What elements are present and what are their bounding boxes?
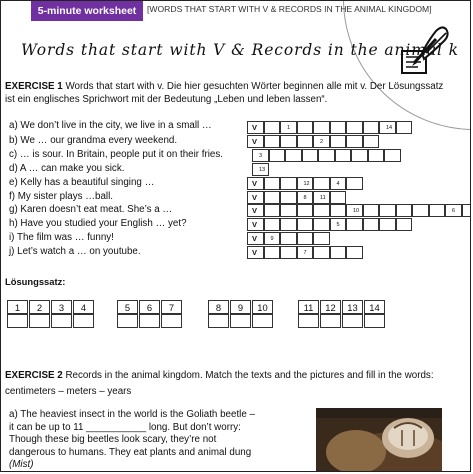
grid-cell[interactable] <box>280 177 297 190</box>
solution-answer-box[interactable] <box>29 314 50 328</box>
paragraph-line: dangerous to humans. They eat plants and animal dung <box>9 446 252 458</box>
grid-cell[interactable] <box>363 135 380 148</box>
grid-cell[interactable] <box>346 204 363 217</box>
question-item: h) Have you studied your English … yet? <box>9 218 187 229</box>
solution-answer-box[interactable] <box>298 314 319 328</box>
solution-number: 6 <box>139 300 160 314</box>
grid-letter-v: V <box>252 123 258 132</box>
question-item: c) … is sour. In Britain, people put it on their fries. <box>9 149 223 160</box>
beetle-photo <box>316 408 442 472</box>
grid-letter-v: V <box>252 234 258 243</box>
grid-cell[interactable] <box>280 191 297 204</box>
grid-cell[interactable] <box>368 149 385 162</box>
grid-cell[interactable] <box>297 121 314 134</box>
solution-number: 10 <box>252 300 273 314</box>
grid-cell-number: 10 <box>353 208 360 214</box>
grid-cell-number: 7 <box>303 250 307 256</box>
grid-cell[interactable] <box>330 204 347 217</box>
grid-cell[interactable] <box>396 204 413 217</box>
grid-cell[interactable] <box>346 177 363 190</box>
grid-cell[interactable] <box>280 246 297 259</box>
solution-label: Lösungssatz: <box>5 276 66 287</box>
grid-cell[interactable] <box>346 121 363 134</box>
grid-cell[interactable] <box>269 149 286 162</box>
grid-cell[interactable] <box>313 232 330 245</box>
grid-cell[interactable] <box>330 191 347 204</box>
solution-answer-box[interactable] <box>117 314 138 328</box>
exercise2-intro <box>5 369 434 382</box>
page-title: Words that start with V & Records in the animal k <box>21 41 459 59</box>
grid-cell[interactable] <box>297 218 314 231</box>
grid-cell-number: 6 <box>452 208 456 214</box>
grid-cell-number: 5 <box>336 222 340 228</box>
grid-letter-v: V <box>252 179 258 188</box>
grid-cell[interactable] <box>445 204 462 217</box>
grid-cell-number: 1 <box>287 125 291 131</box>
question-item: f) My sister plays …ball. <box>9 191 113 202</box>
grid-letter-v: V <box>252 248 258 257</box>
grid-cell-number: 12 <box>303 181 310 187</box>
grid-cell[interactable] <box>330 121 347 134</box>
exercise1-line2: ist ein englisches Sprichwort mit der Bedeutung „Leben und leben lassen“. <box>5 94 328 105</box>
solution-number: 11 <box>298 300 319 314</box>
solution-answer-box[interactable] <box>7 314 28 328</box>
exercise1-line1: Words that start with v. Die hier gesuchten Wörter beginnen alle mit v. Der Lösungssatz <box>62 81 444 92</box>
grid-cell[interactable] <box>247 191 264 204</box>
solution-number: 13 <box>342 300 363 314</box>
worksheet-tag: 5-minute worksheet <box>31 1 143 21</box>
grid-letter-v: V <box>252 206 258 215</box>
question-item: e) Kelly has a beautiful singing … <box>9 177 155 188</box>
question-item: a) We don’t live in the city, we live in a small … <box>9 120 212 131</box>
grid-cell[interactable] <box>247 121 264 134</box>
solution-number: 1 <box>7 300 28 314</box>
solution-answer-box[interactable] <box>208 314 229 328</box>
solution-answer-box[interactable] <box>230 314 251 328</box>
solution-answer-box[interactable] <box>139 314 160 328</box>
grid-cell[interactable] <box>297 177 314 190</box>
solution-answer-box[interactable] <box>161 314 182 328</box>
grid-cell[interactable] <box>313 218 330 231</box>
grid-cell[interactable] <box>247 232 264 245</box>
grid-cell[interactable] <box>313 191 330 204</box>
exercise2-words: centimeters – meters – years <box>5 386 132 397</box>
grid-cell[interactable] <box>384 149 401 162</box>
grid-cell[interactable] <box>247 218 264 231</box>
grid-cell[interactable] <box>302 149 319 162</box>
grid-cell-number: 2 <box>320 139 324 145</box>
solution-number: 4 <box>73 300 94 314</box>
grid-cell[interactable] <box>297 246 314 259</box>
grid-cell[interactable] <box>318 149 335 162</box>
solution-answer-box[interactable] <box>252 314 273 328</box>
question-item: b) We … our grandma every weekend. <box>9 135 178 146</box>
grid-cell[interactable] <box>346 218 363 231</box>
grid-cell[interactable] <box>313 204 330 217</box>
grid-cell-number: 13 <box>259 167 266 173</box>
question-item: i) The film was … funny! <box>9 232 114 243</box>
solution-number: 7 <box>161 300 182 314</box>
question-item: d) A … can make you sick. <box>9 163 125 174</box>
grid-cell[interactable] <box>252 149 269 162</box>
grid-cell[interactable] <box>363 204 380 217</box>
grid-cell[interactable] <box>264 218 281 231</box>
grid-cell[interactable] <box>313 246 330 259</box>
solution-answer-box[interactable] <box>342 314 363 328</box>
grid-cell[interactable] <box>396 121 413 134</box>
grid-cell[interactable] <box>297 232 314 245</box>
paragraph-line: a) The heaviest insect in the world is the Goliath beetle – <box>9 409 255 420</box>
question-item: g) Karen doesn’t eat meat. She’s a … <box>9 204 173 215</box>
grid-cell[interactable] <box>264 121 281 134</box>
grid-cell-number: 3 <box>259 153 263 159</box>
solution-number: 9 <box>230 300 251 314</box>
paragraph-line: (Mist) <box>9 459 34 471</box>
grid-letter-v: V <box>252 137 258 146</box>
paragraph-line: Though these big beetles look scary, they’re not <box>9 434 217 446</box>
grid-cell[interactable] <box>264 191 281 204</box>
solution-answer-box[interactable] <box>51 314 72 328</box>
solution-number: 2 <box>29 300 50 314</box>
exercise2-label: EXERCISE 2 <box>5 370 63 381</box>
exercise1-label: EXERCISE 1 <box>5 81 63 92</box>
solution-answer-box[interactable] <box>73 314 94 328</box>
paragraph-line: it can be up to 11 ___________ long. But don’t worry: <box>9 421 241 433</box>
grid-cell[interactable] <box>247 177 264 190</box>
grid-cell[interactable] <box>264 177 281 190</box>
grid-cell[interactable] <box>313 121 330 134</box>
grid-cell[interactable] <box>396 218 413 231</box>
grid-cell[interactable] <box>351 149 368 162</box>
solution-answer-box[interactable] <box>320 314 341 328</box>
grid-cell[interactable] <box>330 246 347 259</box>
grid-cell-number: 4 <box>336 181 340 187</box>
grid-cell-number: 14 <box>386 125 393 131</box>
solution-answer-box[interactable] <box>364 314 385 328</box>
grid-cell[interactable] <box>252 163 269 176</box>
grid-cell[interactable] <box>462 204 472 217</box>
question-item: j) Let’s watch a … on youtube. <box>9 246 141 257</box>
grid-cell[interactable] <box>280 204 297 217</box>
grid-cell[interactable] <box>330 177 347 190</box>
grid-cell[interactable] <box>280 121 297 134</box>
grid-cell[interactable] <box>264 135 281 148</box>
solution-number: 3 <box>51 300 72 314</box>
grid-cell[interactable] <box>285 149 302 162</box>
solution-number: 5 <box>117 300 138 314</box>
grid-letter-v: V <box>252 220 258 229</box>
exercise1-intro <box>5 80 443 93</box>
grid-cell[interactable] <box>363 121 380 134</box>
solution-number: 8 <box>208 300 229 314</box>
grid-cell[interactable] <box>297 191 314 204</box>
grid-cell[interactable] <box>297 135 314 148</box>
grid-cell[interactable] <box>313 177 330 190</box>
grid-cell[interactable] <box>247 204 264 217</box>
grid-cell[interactable] <box>264 204 281 217</box>
grid-cell[interactable] <box>346 135 363 148</box>
grid-cell[interactable] <box>335 149 352 162</box>
grid-cell[interactable] <box>379 204 396 217</box>
grid-cell[interactable] <box>247 246 264 259</box>
grid-cell-number: 9 <box>270 236 274 242</box>
grid-cell[interactable] <box>330 135 347 148</box>
grid-cell[interactable] <box>264 246 281 259</box>
grid-cell-number: 11 <box>320 195 326 201</box>
grid-cell[interactable] <box>280 218 297 231</box>
grid-cell[interactable] <box>264 232 281 245</box>
solution-number: 12 <box>320 300 341 314</box>
grid-cell-number: 8 <box>303 195 307 201</box>
grid-cell[interactable] <box>379 121 396 134</box>
grid-cell[interactable] <box>247 135 264 148</box>
grid-cell[interactable] <box>330 218 347 231</box>
exercise2-paragraph <box>9 409 299 472</box>
grid-cell[interactable] <box>346 246 363 259</box>
grid-cell[interactable] <box>429 204 446 217</box>
grid-cell[interactable] <box>280 232 297 245</box>
exercise2-line1: Records in the animal kingdom. Match the texts and the pictures and fill in the words: <box>62 370 434 381</box>
grid-cell[interactable] <box>363 218 380 231</box>
solution-number: 14 <box>364 300 385 314</box>
grid-letter-v: V <box>252 193 258 202</box>
grid-cell[interactable] <box>379 218 396 231</box>
grid-cell[interactable] <box>412 204 429 217</box>
grid-cell[interactable] <box>313 135 330 148</box>
grid-cell[interactable] <box>280 135 297 148</box>
header-title: [WORDS THAT START WITH V & RECORDS IN THE ANIMAL KINGDOM] <box>147 4 432 14</box>
grid-cell[interactable] <box>297 204 314 217</box>
